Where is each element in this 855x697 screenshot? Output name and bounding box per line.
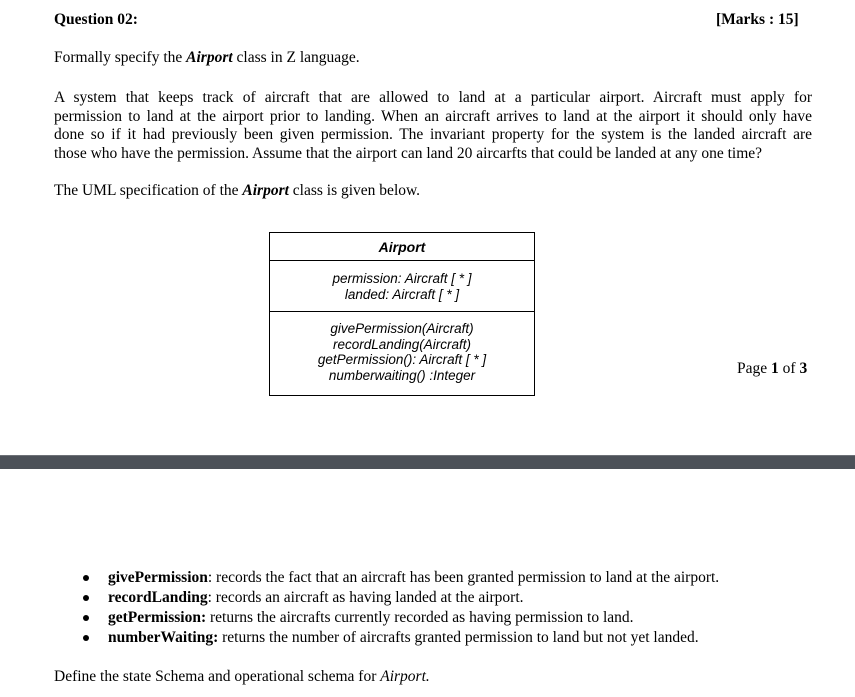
method-term: givePermission [108, 569, 208, 586]
page-divider [0, 455, 855, 469]
page-sep: of [778, 360, 800, 377]
uml-attribute: landed: Aircraft [ * ] [344, 286, 460, 302]
method-desc: returns the aircrafts currently recorded as having permission to land. [206, 609, 634, 626]
intro-after: class in Z language. [232, 49, 360, 66]
bullet-icon [83, 595, 89, 601]
uml-intro-class-name: Airport [242, 182, 289, 199]
method-term: numberWaiting: [108, 629, 219, 646]
intro-sentence [54, 49, 360, 67]
uml-operation: recordLanding(Aircraft) [332, 336, 472, 352]
bullet-icon [83, 635, 89, 641]
uml-intro-before: The UML specification of the [54, 182, 243, 199]
uml-class-name: Airport [378, 239, 426, 255]
list-item [82, 588, 842, 608]
intro-class-name: Airport [186, 49, 233, 66]
intro-before: Formally specify the [54, 49, 187, 66]
list-item [82, 608, 842, 628]
problem-paragraph [54, 89, 812, 163]
page-label: Page [737, 360, 772, 377]
uml-operation: givePermission(Aircraft) [330, 321, 474, 336]
bullet-icon [83, 575, 89, 581]
uml-class-diagram [269, 232, 535, 396]
method-desc: returns the number of aircrafts granted permission to land but not yet landed. [218, 629, 699, 646]
question-title: Question 02: [54, 11, 138, 28]
method-desc: : records an aircraft as having landed at the airport. [207, 589, 524, 606]
page-total: 3 [799, 360, 808, 377]
bullet-icon [83, 615, 89, 621]
method-term: recordLanding [108, 589, 208, 606]
method-desc: : records the fact that an aircraft has been granted permission to land at the airport. [207, 569, 720, 586]
define-instruction [54, 668, 430, 686]
list-item [82, 568, 842, 588]
uml-attributes [270, 260, 534, 311]
define-before: Define the state Schema and operational schema for [54, 668, 381, 685]
uml-intro-after: class is given below. [288, 182, 421, 199]
uml-operations [270, 311, 534, 395]
paragraph-line: those who have the permission. Assume that the airport can land 20 aircarfts that could be landed at any one time? [54, 144, 763, 162]
uml-operation: numberwaiting() :Integer [328, 367, 476, 383]
marks-label: [Marks : 15] [716, 11, 799, 28]
page-current: 1 [771, 360, 779, 377]
page-number [737, 360, 807, 378]
uml-intro-sentence [54, 182, 420, 200]
uml-attribute: permission: Aircraft [ * ] [332, 271, 472, 286]
method-term: getPermission: [108, 609, 207, 626]
paragraph-line: permission to land at the airport prior to landing. When an aircraft arrives to land at the airport it should only have [54, 107, 812, 125]
uml-operation: getPermission(): Aircraft [ * ] [317, 352, 487, 367]
define-class-name: Airport. [380, 668, 430, 685]
paragraph-line: A system that keeps track of aircraft that are allowed to land at a particular airport. Aircraft must apply for [54, 89, 812, 106]
method-list [82, 568, 842, 648]
list-item [82, 628, 842, 648]
paragraph-line: done so if it had previously been given permission. The invariant property for the system is the landed aircraft are [54, 126, 812, 143]
